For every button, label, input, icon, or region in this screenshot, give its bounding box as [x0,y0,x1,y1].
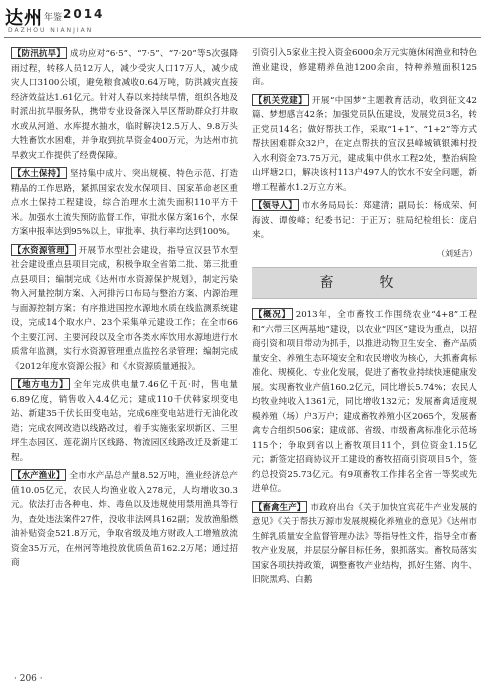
left-column [11,46,238,571]
author-credit: （刘延吉） [437,248,477,258]
section-text: 全市水产品总产量8.52万吨，渔业经济总产值10.05亿元，农民人均渔业收入278元，人均增收30.3元。依法打击各种电、炸、毒鱼以及违规使用禁用渔具等行为，查处违法案件27件，没收非法网具162副；发放渔船燃油补贴资金521.8万元，争取省级及地方财政人工增殖放流资金35万元，在州河等地投放优质鱼苗162.2万尾；通过招商 [11,471,239,568]
section-text: 市政府出台《关于加快宜宾花牛产业发展的意见》《关于帮扶万源市发展规模化养殖业的意见》《达州市生鲜乳质量安全监督管理办法》等指导性文件，指导全市畜牧产业发展，并层层分解目标任务，狠抓落实。畜牧局落实国家各项扶持政策，调整畜牧产业结构，抓好生猪、肉牛、旧院黑鸡、白鹅 [252,502,477,585]
section-text: 2013年，全市畜牧工作围绕农业“4+8”工程和“六带三区两基地”建设，以农业“四区”建设为重点，以招商引资和项目带动为抓手，以推进动物卫生安全、畜产品质量安全、养殖生态环境安全和农民增收为核心，大抓畜禽标准化、规模化、专业化发展，促进了畜牧业持续快速健康发展。实现畜牧业产值160.2亿元，同比增长5.74%；农民人均牧业纯收入1361元，同比增收132元；发展畜禽适度规模养殖（场）户3万户；建成畜牧养殖小区2065个，发展畜禽专合组织506家；建成部、省级、市级畜禽标准化示范场115个；争取到省以上畜牧项目11个，到位资金1.15亿元；新签定招商协议开工建设的畜牧招商引资项目5个，签约总投资25.73亿元。有9项畜牧工作排名全省一等奖或先进单位。 [252,310,478,494]
section-local-power [11,377,238,465]
section-tag: 【概况】 [254,309,291,319]
section-text: 开展“中国梦”主题教育活动，收到征文42篇、梦想感言42条；加强党员队伍建设，发展党员3名，转正党员14名；做好帮扶工作，采取“1+1”、“1+2”等方式帮扶困难群众32户，在定点帮扶的宣汉县峰城镇银滩村投入水利资金73.75万元，建成集中供水工程2处，整治病险山坪塘2口，解决该村113户497人的饮水不安全问题，新增工程蓄水1.2万立方米。 [252,95,478,193]
section-flood-control [11,46,238,163]
section-soil-conservation [11,166,238,240]
section-text: 开展节水型社会建设，指导宣汉县节水型社会建设重点县项目完成，积极争取全省第二批、第三批重点县项目；编制完成《达州市水资源保护规划》，制定污染物入河量控制方案、入河排污口布局与整治方案、内源治理与面源控制方案；有序推进国控水源地水质在线监测系统建设，完成14个取水户、23个采集单元建设工作；在全市66个主要江河、主要河段以及全市各类水库饮用水源地进行水质常年监测，实行水资源管理重点监控名录管理；编制完成《2012年度水资源公报》和《水资源质量通报》。 [11,245,238,372]
chapter-title: 畜 牧 [319,274,410,291]
section-tag: 【畜禽生产】 [254,501,306,512]
section-fishery [11,468,238,571]
section-text: 坚持集中成片、突出规模、特色示范、打造精品的工作思路，紧抓国家农发水保项目、国家革命老区重点水土保持工程建设，综合治理水土流失面积110平方千米。加强水土流失预防监督工作，审批水保方案16个，水保方案申报率达到95%以上，审批率、执行率均达到100%。 [11,169,238,237]
section-tag: 【防汛抗旱】 [13,48,65,58]
yearbook-year: 2014 [63,7,105,21]
section-text: 成功应对“6·5”、“7·5”、“7·20”等5次强降雨过程，转移人员12万人，减少受灾人口17万人，减少成灾人口3100公顷，避免粮食减收0.64万吨，防洪减灾直接经济效益达1.61亿元。针对人春以来持续旱情，组织各地及时派出抗旱服务队，携带专业设备深入旱区帮助群众打井取水或从河道、水库提水抽水，临时解决12.5万人、9.8万头大牲畜饮水困难，并争取到抗旱资金400万元，为达州市抗旱救灾工作提供了经费保障。 [11,49,239,161]
section-tag: 【机关党建】 [254,94,307,105]
yearbook-label: 年鉴 [44,13,63,23]
section-tag: 【地方电力】 [13,379,69,389]
section-text: 市水务局局长：郑建清；副局长：杨成荣、何海波、谭俊峰；纪委书记：于正万；驻局纪检组长：庞启来。 [252,201,477,240]
section-water-resources [11,243,238,375]
page-header [0,0,485,40]
yearbook-title: 达州 [5,8,43,29]
section-text: 全年完成供电量7.46亿千瓦·时，售电量6.89亿度，销售收入4.4亿元；建成110千伏韩家坝变电站、新建35千伏长田变电站，完成6座变电站进行无油化改造；完成农网改造以线路改过，着手实施张家坝新区、三里坪生态园区、莲花湖片区线路、物流园区线路改迁及新建工程。 [11,380,239,463]
section-tag: 【水产渔业】 [13,470,65,480]
page-number: · 206 · [14,674,43,684]
chapter-banner [252,267,477,299]
yearbook-pinyin: DAZHOU NIANJIAN [8,27,94,34]
section-leaders [252,198,477,243]
section-overview [252,307,477,497]
header-divider [4,37,481,38]
section-tag: 【水资源管理】 [13,244,74,255]
section-livestock-production [252,500,477,588]
section-tag: 【领导人】 [254,200,297,210]
section-tag: 【水土保持】 [13,168,65,178]
fishery-continued: 引资引入5家业主投入资金6000余万元实施休闲渔业和特色渔业建设，修建精养鱼池1200余亩，特种养殖面积125亩。 [252,48,477,87]
section-party-building [252,93,477,196]
right-column [252,46,477,588]
